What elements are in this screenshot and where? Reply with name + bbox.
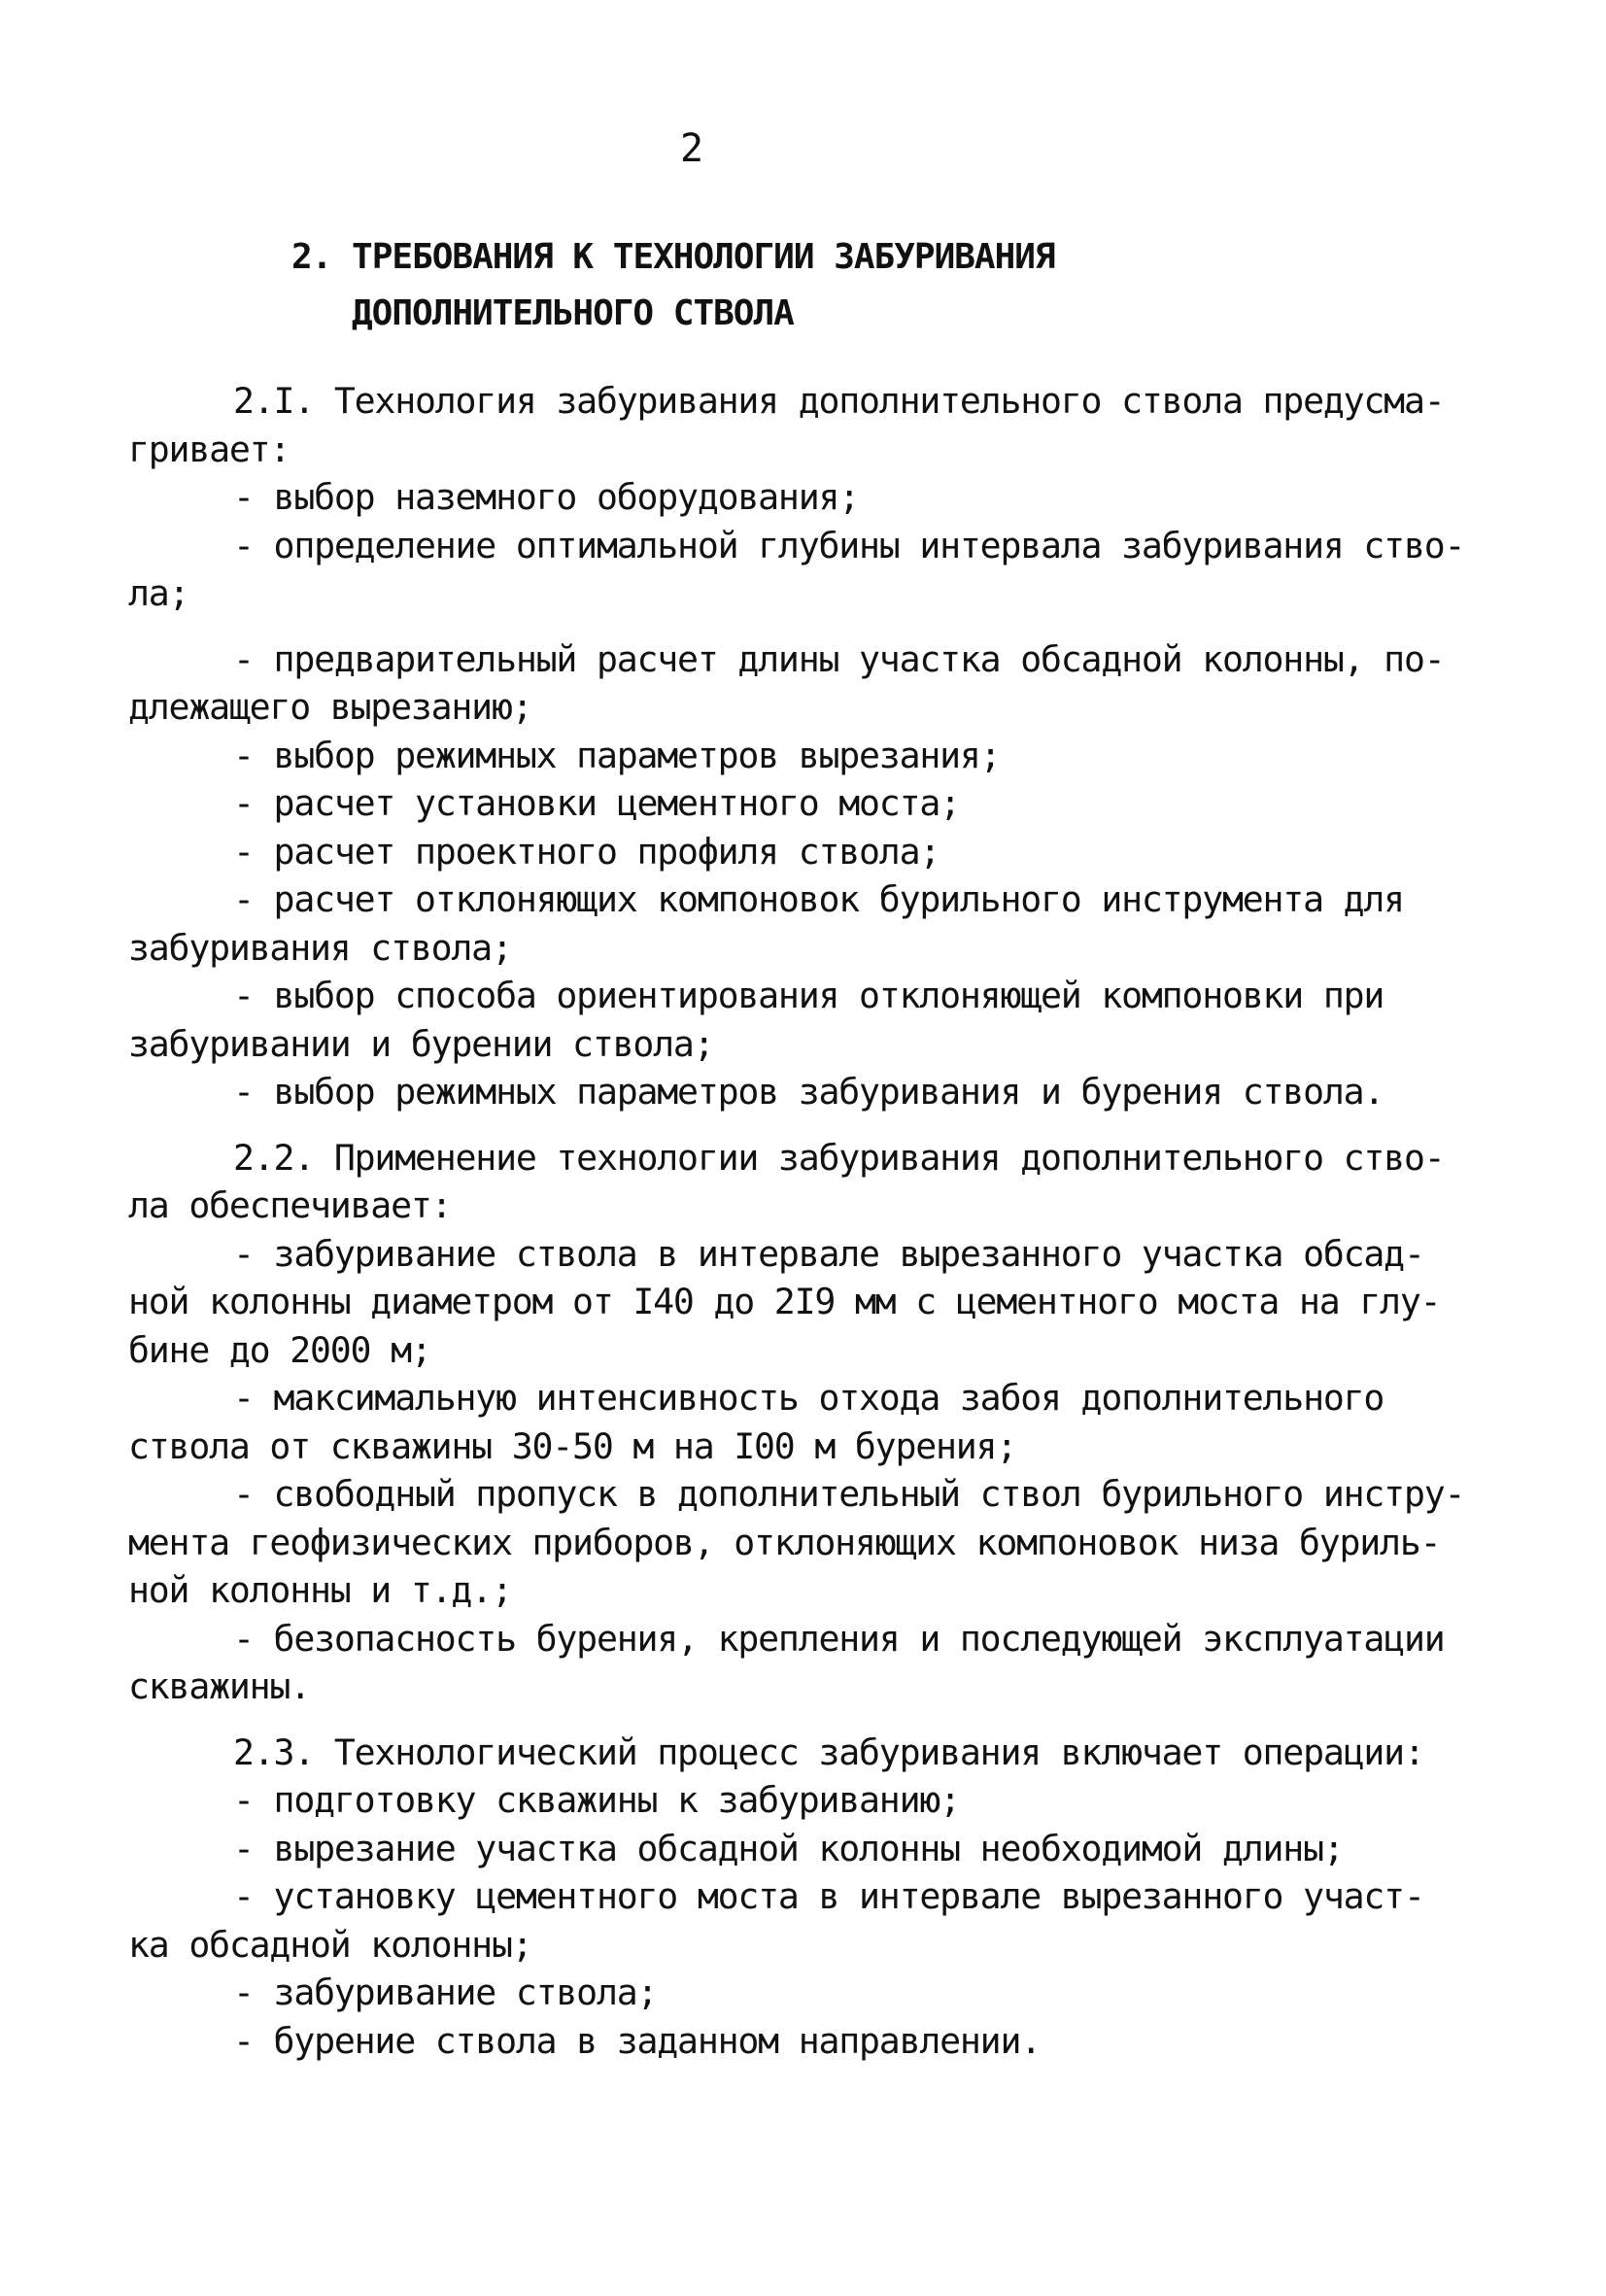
list-item: - вырезание участка обсадной колонны необходимой длины; bbox=[233, 1827, 1344, 1869]
list-item: - определение оптимальной глубины интервала забуривания ство- bbox=[233, 524, 1465, 566]
paragraph-2-1-line: гривает: bbox=[128, 428, 290, 470]
paragraph-2-1-line: 2.I. Технология забуривания дополнительного ствола предусма- bbox=[233, 380, 1445, 422]
paragraph-2-2-line: ла обеспечивает: bbox=[128, 1184, 452, 1226]
list-item: - расчет отклоняющих компоновок бурильного инструмента для bbox=[233, 878, 1404, 920]
list-item: - забуривание ствола; bbox=[233, 1971, 658, 2013]
list-item: - выбор режимных параметров забуривания и бурения ствола. bbox=[233, 1071, 1384, 1113]
list-item-continuation: ка обсадной колонны; bbox=[128, 1923, 532, 1966]
paragraph-2-3-line: 2.3. Технологический процесс забуривания включает операции: bbox=[233, 1731, 1424, 1773]
paragraph-2-2-line: 2.2. Применение технологии забуривания дополнительного ство- bbox=[233, 1136, 1445, 1179]
list-item-continuation: скважины. bbox=[128, 1665, 310, 1707]
list-item: - максимальную интенсивность отхода забоя дополнительного bbox=[233, 1377, 1384, 1419]
list-item-continuation: ла; bbox=[128, 572, 189, 614]
list-item-continuation: забуривании и бурении ствола; bbox=[128, 1022, 714, 1065]
page-number: 2 bbox=[680, 126, 704, 171]
list-item: - бурение ствола в заданном направлении. bbox=[233, 2019, 1041, 2062]
list-item: - установку цементного моста в интервале вырезанного участ- bbox=[233, 1875, 1424, 1917]
section-heading-line-1: 2. ТРЕБОВАНИЯ К ТЕХНОЛОГИИ ЗАБУРИВАНИЯ bbox=[291, 237, 1055, 277]
list-item: - свободный пропуск в дополнительный ствол бурильного инстру- bbox=[233, 1473, 1465, 1515]
list-item: - предварительный расчет длины участка обсадной колонны, по- bbox=[233, 637, 1445, 680]
list-item-continuation: длежащего вырезанию; bbox=[128, 686, 532, 728]
list-item-continuation: ствола от скважины 30-50 м на I00 м бурения; bbox=[128, 1424, 1017, 1467]
list-item: - забуривание ствола в интервале вырезанного участка обсад- bbox=[233, 1232, 1424, 1275]
document-body bbox=[128, 377, 1469, 2065]
list-item-continuation: забуривания ствола; bbox=[128, 926, 512, 969]
list-item: - подготовку скважины к забуриванию; bbox=[233, 1779, 960, 1821]
list-item: - выбор режимных параметров вырезания; bbox=[233, 734, 1001, 776]
list-item: - выбор способа ориентирования отклоняющей компоновки при bbox=[233, 975, 1384, 1016]
list-item: - выбор наземного оборудования; bbox=[233, 476, 860, 518]
section-heading-line-2: ДОПОЛНИТЕЛЬНОГО СТВОЛА bbox=[352, 293, 794, 333]
list-item: - расчет установки цементного моста; bbox=[233, 782, 960, 824]
list-item-continuation: ной колонны диаметром от I40 до 2I9 мм с цементного моста на глу- bbox=[128, 1281, 1441, 1322]
list-item-continuation: мента геофизических приборов, отклоняющих компоновок низа буриль- bbox=[128, 1521, 1441, 1563]
list-item-continuation: бине до 2000 м; bbox=[128, 1328, 431, 1371]
list-item-continuation: ной колонны и т.д.; bbox=[128, 1569, 512, 1611]
list-item: - расчет проектного профиля ствола; bbox=[233, 830, 940, 873]
list-item: - безопасность бурения, крепления и последующей эксплуатации bbox=[233, 1617, 1445, 1660]
section-heading bbox=[291, 229, 1055, 342]
